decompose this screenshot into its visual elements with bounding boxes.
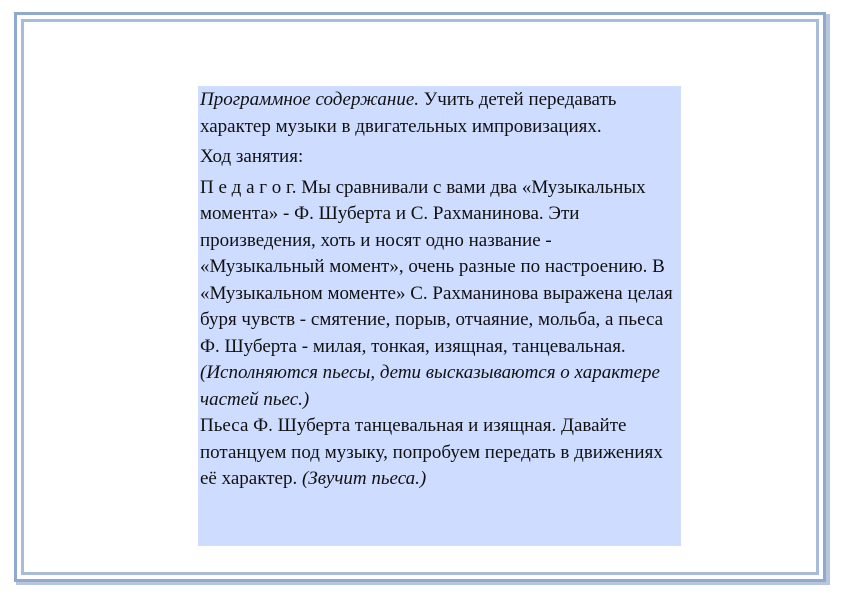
- frame-shadow-bottom: [16, 582, 830, 585]
- closing-stage-note: (Звучит пьеса.): [297, 468, 427, 489]
- speech-paragraph: [200, 175, 679, 414]
- section-heading: Ход занятия:: [200, 146, 304, 167]
- closing-paragraph: [200, 413, 679, 493]
- frame-shadow-right: [826, 14, 830, 584]
- intro-paragraph: [200, 87, 679, 140]
- intro-label: Программное содержание.: [200, 89, 420, 110]
- lesson-text-box: [198, 86, 681, 546]
- speech-text: Мы сравнивали с вами два «Музыкальных момента» - Ф. Шуберта и С. Рахманинова. Эти произведения, хоть и носят одно название - «Музыкальный момент», очень разные по настроению. В «Музыкальном моменте» С. Рахманинова выражена целая буря чувств - смятение, порыв, отчаяние, мольба, а пьеса Ф. Шуберта - милая, тонкая, изящная, танцевальная.: [200, 176, 673, 357]
- speaker-label: П е д а г о г.: [200, 176, 297, 198]
- intro-text: Учить детей передавать характер музыки в двигательных импровизациях.: [200, 89, 617, 137]
- speech-stage-note: (Исполняются пьесы, дети высказываются о характере частей пьес.): [200, 362, 660, 410]
- closing-text: Пьеса Ф. Шуберта танцевальная и изящная. Давайте потанцуем под музыку, попробуем передать в движениях её характер.: [200, 415, 663, 489]
